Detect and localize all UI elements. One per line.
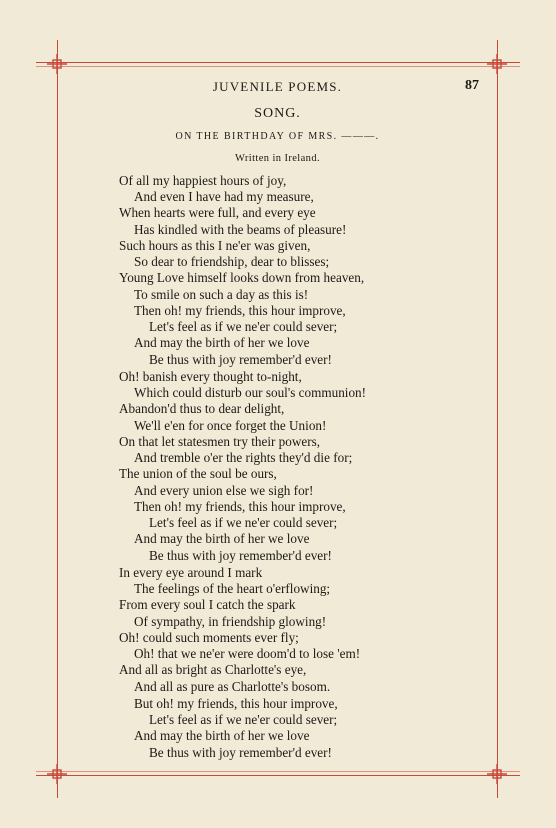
poem-line: We'll e'en for once forget the Union! — [134, 417, 327, 433]
poem-line: Of all my happiest hours of joy, — [119, 173, 287, 188]
poem-line: Of sympathy, in friendship glowing! — [134, 613, 327, 629]
border-bottom — [36, 775, 520, 776]
poem-line: Be thus with joy remember'd ever! — [149, 744, 332, 760]
poem-line: From every soul I catch the spark — [119, 597, 296, 613]
poem-line: Such hours as this I ne'er was given, — [119, 238, 311, 253]
poem-line: To smile on such a day as this is! — [134, 286, 309, 302]
poem-line: Be thus with joy remember'd ever! — [149, 351, 332, 367]
corner-ornament-icon — [487, 764, 507, 784]
poem-line: And all as bright as Charlotte's eye, — [119, 662, 307, 678]
poem-line: Let's feel as if we ne'er could sever; — [149, 712, 338, 728]
poem-line: And every union else we sigh for! — [134, 482, 314, 498]
poem-line: The feelings of the heart o'erflowing; — [134, 581, 331, 597]
poem-line: Abandon'd thus to dear delight, — [119, 401, 285, 417]
poem-line: Be thus with joy remember'd ever! — [149, 547, 332, 563]
poem-line: And all as pure as Charlotte's bosom. — [134, 678, 331, 694]
poem-line: But oh! my friends, this hour improve, — [134, 696, 338, 711]
poem-line: Young Love himself looks down from heaven, — [119, 270, 365, 286]
poem-line: On that let statesmen try their powers, — [119, 434, 321, 449]
poem-line: Then oh! my friends, this hour improve, — [134, 499, 346, 514]
poem-line: And may the birth of her we love — [134, 728, 310, 744]
poem-line: And even I have had my measure, — [134, 189, 314, 205]
corner-ornament-icon — [487, 54, 507, 74]
poem-line: The union of the soul be ours, — [119, 466, 277, 482]
page-number: 87 — [465, 78, 479, 93]
poem-line: Then oh! my friends, this hour improve, — [134, 303, 346, 318]
poem-line: Which could disturb our soul's communion! — [134, 385, 367, 401]
poem-line: Oh! could such moments ever fly; — [119, 630, 299, 645]
running-title: JUVENILE POEMS. — [212, 79, 343, 94]
poem-line: Let's feel as if we ne'er could sever; — [149, 319, 338, 335]
page-header — [58, 79, 497, 95]
border-bottom-inner — [36, 771, 520, 772]
song-title: SONG. — [254, 106, 301, 121]
border-top — [36, 62, 520, 63]
poem-line: Has kindled with the beams of pleasure! — [134, 221, 347, 237]
poem-line: And may the birth of her we love — [134, 531, 310, 547]
song-subtitle: ON THE BIRTHDAY OF MRS. ———. — [175, 131, 380, 142]
border-right — [497, 40, 498, 798]
poem-line: Let's feel as if we ne'er could sever; — [149, 515, 338, 531]
poem-line: And tremble o'er the rights they'd die for; — [134, 450, 353, 466]
corner-ornament-icon — [47, 764, 67, 784]
poem-line: So dear to friendship, dear to blisses; — [134, 254, 330, 270]
poem-line: Oh! banish every thought to-night, — [119, 369, 302, 384]
written-note: Written in Ireland. — [234, 153, 321, 164]
poem-line: In every eye around I mark — [119, 565, 263, 580]
border-top-inner — [36, 66, 520, 67]
corner-ornament-icon — [47, 54, 67, 74]
poem-line: When hearts were full, and every eye — [119, 205, 316, 221]
poem-line: Oh! that we ne'er were doom'd to lose 'em! — [134, 646, 361, 662]
poem-line: And may the birth of her we love — [134, 335, 310, 351]
